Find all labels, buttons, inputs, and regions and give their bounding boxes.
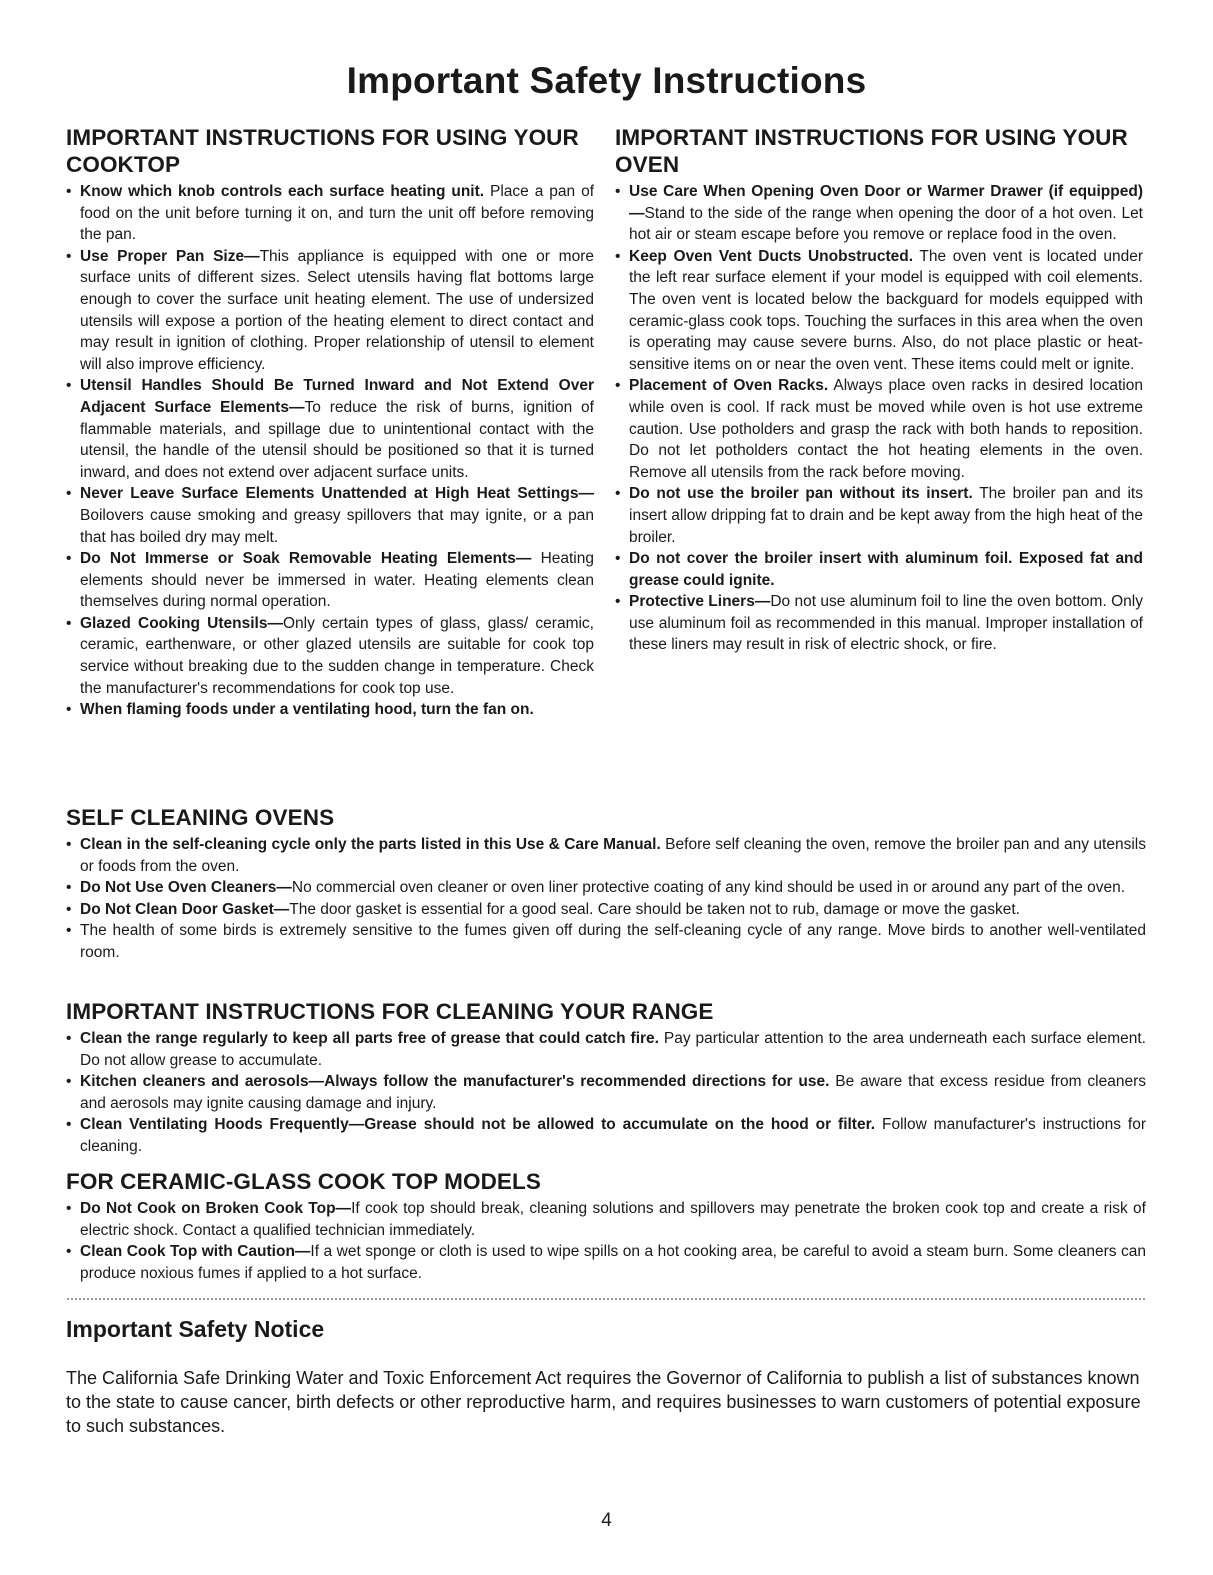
item-text: The broiler pan and its insert allow dripping fat to drain and be kept away from the high heat of the broiler.	[629, 485, 1143, 546]
notice-heading: Important Safety Notice	[66, 1316, 325, 1342]
item-bold-text: Do Not Clean Door Gasket—	[80, 900, 290, 918]
item-text: The door gasket is essential for a good seal. Care should be taken not to rub, damage or move the gasket.	[289, 900, 1020, 918]
list-item	[66, 1241, 1146, 1284]
item-bold-text: Do Not Immerse or Soak Removable Heating Elements—	[80, 550, 532, 568]
list-item	[615, 548, 1143, 591]
item-bold-text: Keep Oven Vent Ducts Unobstructed.	[629, 247, 914, 265]
item-text: Be aware that excess residue from cleaners and aerosols may ignite causing damage and injury.	[80, 1073, 1146, 1112]
item-text: If cook top should break, cleaning solutions and spillovers may penetrate the broken cook top and create a risk of electric shock. Contact a qualified technician immediately.	[80, 1200, 1146, 1239]
item-bold-text: Protective Liners—	[629, 593, 771, 611]
cleaning-range-section	[66, 998, 1146, 1158]
item-text: The oven vent is located under the left rear surface element if your model is equipped with coil elements. The oven vent is located below the backguard for models equipped with ceramic-glass cook tops. Touching the surfaces in this area when the oven is operating may cause severe burns. Also, do not place plastic or heat-sensitive items on or near the oven vent. These items could melt or ignite.	[629, 247, 1143, 373]
list-item	[66, 375, 594, 483]
list-item	[66, 1028, 1146, 1071]
cleaning-range-heading: IMPORTANT INSTRUCTIONS FOR CLEANING YOUR RANGE	[66, 999, 714, 1024]
item-bold-text: Never Leave Surface Elements Unattended at High Heat Settings—	[80, 485, 594, 503]
item-text: Before self cleaning the oven, remove the broiler pan and any utensils or foods from the oven.	[80, 836, 1146, 875]
list-item	[66, 899, 1146, 921]
item-bold-text: When flaming foods under a ventilating hood, turn the fan on.	[80, 701, 534, 719]
list-item	[615, 181, 1143, 246]
list-item	[66, 1114, 1146, 1157]
dotted-divider	[66, 1298, 1146, 1300]
notice-text: The California Safe Drinking Water and Toxic Enforcement Act requires the Governor of California to publish a list of substances known to the state to cause cancer, birth defects or other reproductive harm, and requires businesses to warn customers of potential exposure to such substances.	[66, 1368, 1141, 1436]
item-bold-text: Utensil Handles Should Be Turned Inward and Not Extend Over Adjacent Surface Elements—	[80, 377, 594, 416]
item-bold-text: Clean the range regularly to keep all parts free of grease that could catch fire.	[80, 1030, 659, 1047]
item-text: Always place oven racks in desired location while oven is cool. If rack must be moved while oven is hot use extreme caution. Use potholders and grasp the rack with both hands to reposition. Do not let potholders contact the hot heating elements in the oven. Remove all utensils from the rack before moving.	[629, 377, 1143, 481]
list-item	[66, 877, 1146, 899]
item-bold-text: Know which knob controls each surface heating unit.	[80, 183, 485, 200]
item-text: Follow manufacturer's instructions for cleaning.	[80, 1116, 1146, 1155]
oven-section	[615, 124, 1143, 656]
item-bold-text: Clean in the self-cleaning cycle only the parts listed in this Use & Care Manual.	[80, 836, 661, 853]
cooktop-section	[66, 124, 594, 721]
list-item	[66, 920, 1146, 963]
item-bold-text: Do not use the broiler pan without its insert.	[629, 485, 973, 503]
list-item	[66, 613, 594, 699]
item-bold-text: Use Care When Opening Oven Door or Warmer Drawer (if equipped)—	[629, 183, 1143, 222]
item-bold-text: Use Proper Pan Size—	[80, 247, 260, 265]
oven-list	[615, 181, 1143, 656]
list-item	[66, 548, 594, 613]
item-text: If a wet sponge or cloth is used to wipe spills on a hot cooking area, be careful to avoid a steam burn. Some cleaners can produce noxious fumes if applied to a hot surface.	[80, 1243, 1146, 1282]
item-text: To reduce the risk of burns, ignition of flammable materials, and spillage due to unintentional contact with the utensil, the handle of the utensil should be positioned so that it is turned inward, and does not extend over adjacent surface units.	[80, 398, 594, 481]
ceramic-glass-section	[66, 1168, 1146, 1284]
item-text: Boilovers cause smoking and greasy spillovers that may ignite, or a pan that has boiled dry may melt.	[80, 506, 594, 546]
list-item	[615, 246, 1143, 376]
item-text: Do not use aluminum foil to line the oven bottom. Only use aluminum foil as recommended in this manual. Improper installation of these liners may result in risk of electric shock, or fire.	[629, 593, 1143, 654]
ceramic-glass-heading: FOR CERAMIC-GLASS COOK TOP MODELS	[66, 1169, 541, 1194]
item-bold-text: Kitchen cleaners and aerosols—Always follow the manufacturer's recommended directions for use.	[80, 1073, 830, 1091]
item-text: No commercial oven cleaner or oven liner protective coating of any kind should be used in or around any part of the oven.	[291, 879, 1126, 897]
self-cleaning-list	[66, 834, 1146, 964]
item-bold-text: Placement of Oven Racks.	[629, 377, 829, 395]
item-text: This appliance is equipped with one or more surface units of different sizes. Select utensils having flat bottoms large enough to cover the surface unit heating element. The use of undersized utensils will expose a portion of the heating element to direct contact and may result in ignition of clothing. Proper relationship of utensil to element will also improve efficiency.	[80, 247, 594, 373]
item-bold-text: Do Not Cook on Broken Cook Top—	[80, 1200, 352, 1217]
list-item	[66, 834, 1146, 877]
item-text: Only certain types of glass, glass/ ceramic, ceramic, earthenware, or other glazed utensils are suitable for cook top service without breaking due to the sudden change in temperature. Check the manufacturer's recommendations for cook top use.	[80, 614, 594, 697]
ceramic-glass-list	[66, 1198, 1146, 1284]
item-bold-text: Glazed Cooking Utensils—	[80, 614, 283, 632]
item-bold-text: Clean Ventilating Hoods Frequently—Grease should not be allowed to accumulate on the hood or filter.	[80, 1116, 876, 1134]
list-item	[66, 1071, 1146, 1114]
list-item	[615, 591, 1143, 656]
cleaning-range-list	[66, 1028, 1146, 1158]
item-bold-text: Do Not Use Oven Cleaners—	[80, 879, 292, 897]
oven-heading: IMPORTANT INSTRUCTIONS FOR USING YOUR OVEN	[615, 125, 1128, 177]
cooktop-heading: IMPORTANT INSTRUCTIONS FOR USING YOUR COOKTOP	[66, 125, 579, 177]
item-text: Stand to the side of the range when opening the door of a hot oven. Let hot air or steam escape before you remove or replace food in the oven.	[629, 204, 1143, 244]
self-cleaning-section	[66, 804, 1146, 964]
list-item	[66, 699, 594, 721]
list-item	[66, 246, 594, 376]
page-title: Important Safety Instructions	[346, 60, 867, 101]
list-item	[66, 181, 594, 246]
item-text: Pay particular attention to the area underneath each surface element. Do not allow grease to accumulate.	[80, 1030, 1146, 1069]
list-item	[66, 483, 594, 548]
list-item	[615, 483, 1143, 548]
item-text: The health of some birds is extremely sensitive to the fumes given off during the self-cleaning cycle of any range. Move birds to another well-ventilated room.	[80, 922, 1146, 961]
self-cleaning-heading: SELF CLEANING OVENS	[66, 805, 335, 830]
item-text: Heating elements should never be immersed in water. Heating elements clean themselves during normal operation.	[80, 550, 594, 611]
cooktop-list	[66, 181, 594, 721]
item-text: Place a pan of food on the unit before turning it on, and turn the unit off before removing the pan.	[80, 183, 594, 244]
list-item	[615, 375, 1143, 483]
item-bold-text: Clean Cook Top with Caution—	[80, 1243, 311, 1261]
list-item	[66, 1198, 1146, 1241]
page-number: 4	[601, 1510, 612, 1531]
item-bold-text: Do not cover the broiler insert with aluminum foil. Exposed fat and grease could ignite.	[629, 550, 1143, 589]
